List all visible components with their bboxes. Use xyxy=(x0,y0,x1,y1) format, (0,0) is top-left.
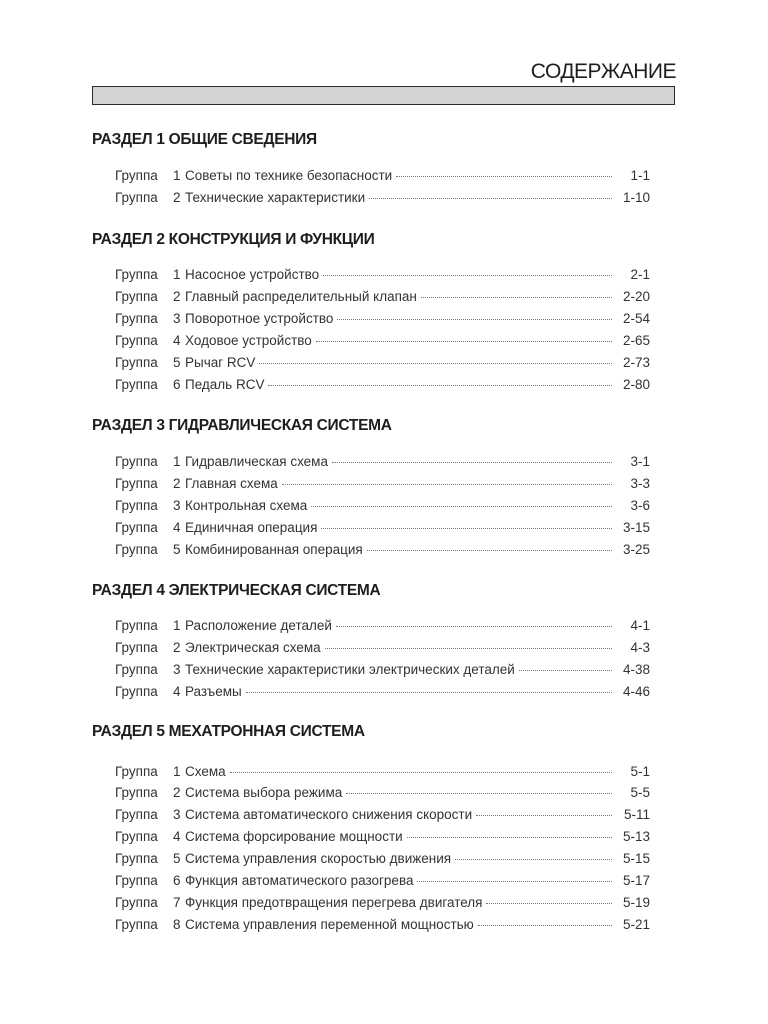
entry-title: Разъемы xyxy=(185,683,242,699)
entry-title: Поворотное устройство xyxy=(185,310,334,326)
dot-leader xyxy=(325,647,612,649)
group-label: Группа xyxy=(115,453,158,469)
entry-title: Система управления переменной мощностью xyxy=(185,916,474,932)
group-label: Группа xyxy=(115,806,158,822)
page-reference: 5-5 xyxy=(630,784,650,800)
toc-entry[interactable] xyxy=(115,538,650,560)
page-reference: 5-17 xyxy=(622,872,650,888)
toc-entry[interactable] xyxy=(115,760,650,782)
group-label: Группа xyxy=(115,519,158,535)
dot-leader xyxy=(369,197,612,199)
group-number: 1 xyxy=(173,453,181,469)
page-reference: 1-10 xyxy=(622,189,650,205)
toc-entry[interactable] xyxy=(115,472,650,494)
group-number: 4 xyxy=(173,519,181,535)
group-number: 2 xyxy=(173,288,181,304)
group-number: 3 xyxy=(173,310,181,326)
group-label: Группа xyxy=(115,354,158,370)
dot-leader xyxy=(486,902,612,904)
group-label: Группа xyxy=(115,189,158,205)
page-reference: 1-1 xyxy=(630,167,650,183)
dot-leader xyxy=(337,318,612,320)
page-reference: 2-73 xyxy=(622,354,650,370)
group-label: Группа xyxy=(115,683,158,699)
page-title: СОДЕРЖАНИЕ xyxy=(530,60,676,83)
entry-title: Педаль RCV xyxy=(185,376,265,392)
entry-title: Электрическая схема xyxy=(185,639,321,655)
page-reference: 5-21 xyxy=(622,916,650,932)
section-heading: РАЗДЕЛ 2 КОНСТРУКЦИЯ И ФУНКЦИИ xyxy=(92,231,375,248)
group-number: 3 xyxy=(173,497,181,513)
group-number: 5 xyxy=(173,354,181,370)
group-number: 6 xyxy=(173,872,181,888)
group-label: Группа xyxy=(115,916,158,932)
page-reference: 2-20 xyxy=(622,288,650,304)
dot-leader xyxy=(321,527,612,529)
dot-leader xyxy=(259,362,612,364)
group-number: 2 xyxy=(173,639,181,655)
dot-leader xyxy=(268,384,612,386)
entry-title: Единичная операция xyxy=(185,519,318,535)
page-reference: 4-3 xyxy=(630,639,650,655)
group-number: 2 xyxy=(173,189,181,205)
group-label: Группа xyxy=(115,850,158,866)
dot-leader xyxy=(346,792,612,794)
dot-leader xyxy=(316,340,612,342)
page-reference: 5-1 xyxy=(630,763,650,779)
group-label: Группа xyxy=(115,617,158,633)
group-number: 1 xyxy=(173,167,181,183)
entry-title: Советы по технике безопасности xyxy=(185,167,393,183)
page-reference: 2-1 xyxy=(630,266,650,282)
toc-entry[interactable] xyxy=(115,516,650,538)
toc-entry[interactable] xyxy=(115,373,650,395)
entry-title: Технические характеристики xyxy=(185,189,366,205)
group-label: Группа xyxy=(115,661,158,677)
toc-entry[interactable] xyxy=(115,263,650,285)
group-number: 3 xyxy=(173,661,181,677)
toc-entry[interactable] xyxy=(115,329,650,351)
group-number: 6 xyxy=(173,376,181,392)
page-reference: 5-15 xyxy=(622,850,650,866)
toc-entry[interactable] xyxy=(115,847,650,869)
section-heading: РАЗДЕЛ 4 ЭЛЕКТРИЧЕСКАЯ СИСТЕМА xyxy=(92,582,381,599)
page-reference: 3-25 xyxy=(622,541,650,557)
group-label: Группа xyxy=(115,332,158,348)
group-number: 1 xyxy=(173,763,181,779)
dot-leader xyxy=(407,836,612,838)
page-reference: 4-1 xyxy=(630,617,650,633)
group-number: 1 xyxy=(173,266,181,282)
dot-leader xyxy=(421,296,612,298)
page-reference: 2-54 xyxy=(622,310,650,326)
entry-title: Расположение деталей xyxy=(185,617,332,633)
section-heading: РАЗДЕЛ 3 ГИДРАВЛИЧЕСКАЯ СИСТЕМА xyxy=(92,417,392,434)
toc-entry[interactable] xyxy=(115,164,650,186)
dot-leader xyxy=(478,924,612,926)
entry-title: Контрольная схема xyxy=(185,497,308,513)
group-number: 5 xyxy=(173,850,181,866)
toc-entry[interactable] xyxy=(115,351,650,373)
group-label: Группа xyxy=(115,376,158,392)
page-reference: 2-65 xyxy=(622,332,650,348)
group-number: 4 xyxy=(173,683,181,699)
entry-title: Система форсирование мощности xyxy=(185,828,403,844)
group-label: Группа xyxy=(115,828,158,844)
toc-entry[interactable] xyxy=(115,825,650,847)
group-label: Группа xyxy=(115,288,158,304)
entry-title: Главная схема xyxy=(185,475,278,491)
group-number: 3 xyxy=(173,806,181,822)
entry-title: Функция автоматического разогрева xyxy=(185,872,414,888)
entry-title: Система автоматического снижения скорости xyxy=(185,806,473,822)
group-label: Группа xyxy=(115,763,158,779)
dot-leader xyxy=(476,814,612,816)
entry-title: Гидравлическая схема xyxy=(185,453,328,469)
entry-title: Главный распределительный клапан xyxy=(185,288,417,304)
page-reference: 5-13 xyxy=(622,828,650,844)
entry-title: Функция предотвращения перегрева двигателя xyxy=(185,894,483,910)
entry-title: Система выбора режима xyxy=(185,784,343,800)
dot-leader xyxy=(282,483,612,485)
toc-entry[interactable] xyxy=(115,285,650,307)
toc-entry[interactable] xyxy=(115,781,650,803)
toc-entry[interactable] xyxy=(115,803,650,825)
toc-entry[interactable] xyxy=(115,494,650,516)
section-heading: РАЗДЕЛ 1 ОБЩИЕ СВЕДЕНИЯ xyxy=(92,131,317,148)
title-underline-bar xyxy=(92,86,675,105)
group-number: 2 xyxy=(173,784,181,800)
toc-entry[interactable] xyxy=(115,450,650,472)
toc-entry[interactable] xyxy=(115,636,650,658)
page-reference: 3-1 xyxy=(630,453,650,469)
page-reference: 4-46 xyxy=(622,683,650,699)
toc-entry[interactable] xyxy=(115,658,650,680)
entry-title: Ходовое устройство xyxy=(185,332,312,348)
dot-leader xyxy=(311,505,612,507)
toc-entry[interactable] xyxy=(115,186,650,208)
dot-leader xyxy=(323,274,612,276)
page-reference: 3-6 xyxy=(630,497,650,513)
group-number: 4 xyxy=(173,828,181,844)
entry-title: Схема xyxy=(185,763,226,779)
page-reference: 5-19 xyxy=(622,894,650,910)
dot-leader xyxy=(519,669,612,671)
dot-leader xyxy=(367,549,612,551)
group-label: Группа xyxy=(115,541,158,557)
page-reference: 3-3 xyxy=(630,475,650,491)
page-reference: 3-15 xyxy=(622,519,650,535)
entry-title: Рычаг RCV xyxy=(185,354,256,370)
page-reference: 5-11 xyxy=(623,806,650,822)
section-heading: РАЗДЕЛ 5 МЕХАТРОННАЯ СИСТЕМА xyxy=(92,723,365,740)
toc-entry[interactable] xyxy=(115,869,650,891)
group-number: 4 xyxy=(173,332,181,348)
group-label: Группа xyxy=(115,872,158,888)
group-number: 8 xyxy=(173,916,181,932)
group-label: Группа xyxy=(115,639,158,655)
page-reference: 2-80 xyxy=(622,376,650,392)
toc-entry[interactable] xyxy=(115,307,650,329)
dot-leader xyxy=(230,771,612,773)
toc-entry[interactable] xyxy=(115,891,650,913)
entry-title: Насосное устройство xyxy=(185,266,320,282)
toc-entry[interactable] xyxy=(115,614,650,636)
group-label: Группа xyxy=(115,310,158,326)
group-label: Группа xyxy=(115,497,158,513)
group-label: Группа xyxy=(115,266,158,282)
dot-leader xyxy=(336,625,612,627)
entry-title: Система управления скоростью движения xyxy=(185,850,452,866)
toc-entry[interactable] xyxy=(115,680,650,702)
group-label: Группа xyxy=(115,894,158,910)
dot-leader xyxy=(417,880,612,882)
group-label: Группа xyxy=(115,475,158,491)
entry-title: Технические характеристики электрических деталей xyxy=(185,661,515,677)
toc-entry[interactable] xyxy=(115,913,650,935)
dot-leader xyxy=(396,175,612,177)
group-number: 7 xyxy=(173,894,181,910)
group-label: Группа xyxy=(115,784,158,800)
page-reference: 4-38 xyxy=(622,661,650,677)
dot-leader xyxy=(332,461,612,463)
group-label: Группа xyxy=(115,167,158,183)
group-number: 5 xyxy=(173,541,181,557)
dot-leader xyxy=(246,691,612,693)
group-number: 1 xyxy=(173,617,181,633)
entry-title: Комбинированная операция xyxy=(185,541,363,557)
group-number: 2 xyxy=(173,475,181,491)
dot-leader xyxy=(455,858,612,860)
